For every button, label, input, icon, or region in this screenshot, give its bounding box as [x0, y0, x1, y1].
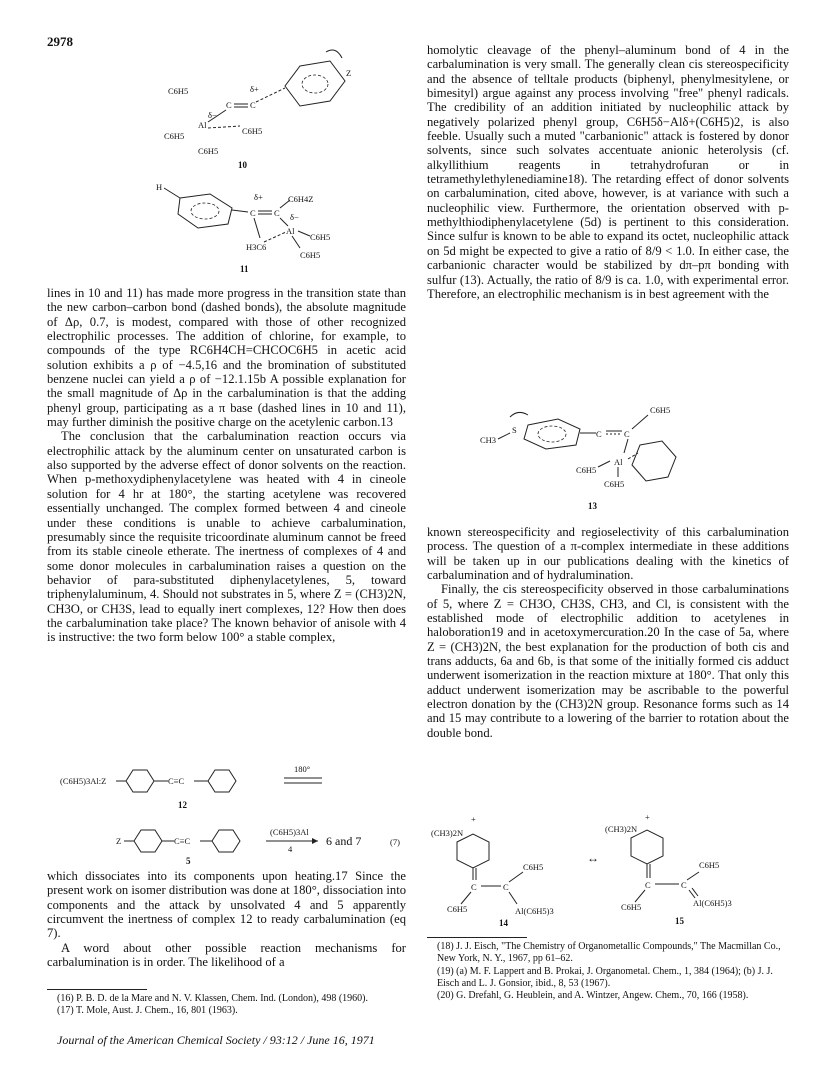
s15-label-plus: +	[645, 812, 650, 822]
s5-label-triple: C≡C	[174, 836, 191, 846]
s14-label-nme2: (CH3)2N	[431, 828, 464, 838]
s15-label-nme2: (CH3)2N	[605, 824, 638, 834]
s13-label-c6h5-bottom: C6H5	[604, 479, 625, 489]
s12-number: 12	[178, 800, 187, 810]
s5-label-products: 6 and 7	[326, 834, 362, 848]
s10-label-delta-plus: δ+	[250, 84, 259, 94]
s13-label-ch3: CH3	[480, 435, 497, 445]
s15-label-c6h5-a: C6H5	[699, 860, 720, 870]
s13-number: 13	[588, 501, 597, 511]
footnote-20: (20) G. Drefahl, G. Heublein, and A. Wintzer, Angew. Chem., 70, 166 (1958).	[437, 990, 749, 1002]
structure-11	[150, 176, 390, 276]
left-paragraph-2: The conclusion that the carbalumination reaction occurs via electrophilic attack by the aluminum center on unsaturated carbon is also supported by the adverse effect of donor solvents on the reaction. When p-methoxydiphenylacetylene was heated with 4 in cineole solution for 4 hr at 180°, the starting acetylene was recovered essentially unchanged. The complex formed between 4 and cineole under these conditions is unable to achieve carbalumination, presumably since the requisite tricoordinate aluminum cannot be freed from its stable cineole etherate. The inertness of complexes of 4 and some donor molecules in carbalumination raises a question on the behavior of para-substituted diphenylacetylenes, 5, toward triphenylaluminum, 4. Should not substrates in 5, where Z = (CH3)2N, CH3O, or CH3S, lead to equally inert complexes, 12? How then does the carbalumination take place? The known behavior of anisole with 4 is instructive: the two form below 100° a stable complex,	[47, 429, 406, 645]
s13-label-c6h5-left: C6H5	[576, 465, 597, 475]
footnote-19: (19) (a) M. F. Lappert and B. Prokai, J. Organometal. Chem., 1, 384 (1964); (b) J. J. Eisch and L. J. Gonsior, ibid., 8, 53 (1967).	[437, 965, 773, 989]
footnote-16: (16) P. B. D. de la Mare and N. V. Klassen, Chem. Ind. (London), 498 (1960).	[57, 993, 368, 1004]
left-paragraph-3: which dissociates into its components upon heating.17 Since the present work on isomer distribution was done at 180°, dissociation into components and the attack by unsolvated 4 and 5 apparently circumvent the inertness of complex 12 to ready carbalumination (eq 7).	[47, 869, 406, 941]
s15-label-al: Al(C6H5)3	[693, 898, 732, 908]
s11-label-delta-plus: δ+	[254, 192, 263, 202]
s11-label-h: H	[156, 182, 163, 192]
s14-label-al: Al(C6H5)3	[515, 906, 554, 916]
s12-label-180: 180°	[294, 764, 311, 774]
s5-label-eq7: (7)	[390, 837, 400, 847]
s10-label-c6h5-left: C6H5	[164, 131, 185, 141]
s15-label-c2: C	[681, 880, 687, 890]
left-column-top	[47, 286, 406, 645]
s10-label-al: Al	[198, 120, 207, 130]
s10-label-c6h5-bottom: C6H5	[198, 146, 219, 156]
s15-number: 15	[675, 916, 684, 926]
s14-label-plus: +	[471, 814, 476, 824]
right-paragraph-1: homolytic cleavage of the phenyl–aluminum bond of 4 in the carbalumination is very small. The generally clean cis stereospecificity and the absence of telltale products (biphenyl, phenylmesitylene, or bimesityl) argue against any process involving "free" phenyl radicals. The credibility of an addition initiated by nucleophilic attack by negatively polarized phenyl group, C6H5δ−Alδ+(C6H5)2, is also feeble. Usually such a muted "carbanionic" attack is fostered by donor solvents, since such solvates accentuate anionic heterolysis (cf. alkyllithium reagents in tetrahydrofuran or in tetramethylethylenediamine18). The retarding effect of donor solvents on carbalumination, cited above, however, is at variance with such a nucleophilic view. Furthermore, the orientation observed with p-methylthiodiphenylacetylene (5d) is pertinent to this consideration. Since sulfur is known to be able to expand its octet, nucleophilic attack on 5d might be expected to give a ratio of 8/9 < 1.0. In either case, the carbanionic character would be stabilized by dπ–pπ bonding with sulfur (13). Actually, the ratio of 8/9 is ca. 1.0, with experimental error. Therefore, an electrophilic mechanism is in best agreement with the	[427, 43, 789, 301]
s13-label-c2: C	[624, 429, 630, 439]
s13-label-s: S	[512, 425, 517, 435]
s11-label-c6h5-a: C6H5	[310, 232, 331, 242]
journal-footer: Journal of the American Chemical Society / 93:12 / June 16, 1971	[57, 1033, 375, 1047]
s10-number: 10	[238, 160, 247, 170]
s11-label-c2: C	[274, 208, 280, 218]
s5-label-4: 4	[288, 844, 293, 854]
s14-label-c6h5-b: C6H5	[447, 904, 468, 914]
s13-label-c6h5: C6H5	[650, 405, 671, 415]
s5-label-z: Z	[116, 836, 122, 846]
structures-14-15	[427, 812, 797, 927]
s10-label-c6h5-right: C6H5	[242, 126, 263, 136]
left-column-bottom	[47, 869, 406, 969]
structure-10	[150, 46, 380, 176]
s11-label-h3c6: H3C6	[246, 242, 267, 252]
s12-label-triple: C≡C	[168, 776, 185, 786]
left-paragraph-4: A word about other possible reaction mechanisms for carbalumination is in order. The likelihood of a	[47, 940, 406, 970]
right-column-top	[427, 43, 789, 301]
s5-number: 5	[186, 856, 191, 866]
s13-label-al: Al	[614, 457, 623, 467]
right-footnote-rule	[427, 937, 527, 938]
s10-label-delta-minus: δ−	[208, 110, 217, 120]
footnote-18: (18) J. J. Eisch, "The Chemistry of Organometallic Compounds," The Macmillan Co., New York, N. Y., 1967, pp 61–62.	[437, 941, 781, 965]
s11-number: 11	[240, 264, 249, 274]
s5-label-reagent: (C6H5)3Al	[270, 827, 309, 837]
s11-label-c1: C	[250, 208, 256, 218]
s14-number: 14	[499, 918, 508, 928]
s14-label-c1: C	[471, 882, 477, 892]
right-paragraph-3: Finally, the cis stereospecificity observed in those carbaluminations of 5, where Z = CH3O, CH3S, CH3, and Cl, is consistent with the established mode of electrophilic addition to acetylenes in haloboration19 and in acetoxymercuration.20 In the case of 5a, where Z = (CH3)2N, the best explanation for the production of both cis and trans adducts, 6a and 6b, is that some of the initially formed cis adduct underwent isomerization in the reaction mixture at 180°. That only this adduct underwent isomerization may be ascribable to the powerful electron donation by the (CH3)2N group. Resonance forms such as 14 and 15 may contribute to a lowering of the barrier to rotation about the double bond.	[427, 582, 789, 740]
s13-label-c1: C	[596, 429, 602, 439]
s10-label-z: Z	[346, 68, 352, 78]
page-number: 2978	[47, 34, 73, 49]
left-paragraph-1: lines in 10 and 11) has made more progress in the transition state than the new carbon–carbon bond (dashed bonds), the absolute magnitude of Δρ, 0.7, is modest, compared with those of other recognized electrophilic processes. The addition of chlorine, for example, to compounds of the type RC6H4CH=CHCOC6H5 in acetic acid solution exhibits a ρ of −4.5,16 and the bromination of substituted benzene nuclei can yield a ρ of −12.1.15b A possible explanation for the small magnitude of Δρ in the carbalumination is that the adding phenyl group, participating as a π base (dashed lines in 10 and 11), may further diminish the positive charge on the acetylenic carbon.13	[47, 286, 406, 430]
footnote-17: (17) T. Mole, Aust. J. Chem., 16, 801 (1963).	[57, 1005, 238, 1017]
s15-label-c1: C	[645, 880, 651, 890]
s14-label-c6h5-a: C6H5	[523, 862, 544, 872]
left-footnotes	[57, 993, 406, 1018]
right-footnotes	[437, 941, 789, 1002]
right-column-middle	[427, 525, 789, 740]
s14-label-c2: C	[503, 882, 509, 892]
left-footnote-rule	[47, 989, 147, 990]
s11-label-delta-minus: δ−	[290, 212, 299, 222]
structure-13	[480, 395, 730, 515]
s11-label-c6h5-b: C6H5	[300, 250, 321, 260]
right-paragraph-2: known stereospecificity and regioselectivity of this carbalumination process. The question of a π-complex intermediate in these additions will be taken up in our publications dealing with the kinetics of carbalumination and of hydralumination.	[427, 525, 789, 583]
equation-7-scheme	[60, 740, 410, 870]
s12-label-al-z: (C6H5)3Al:Z	[60, 776, 107, 786]
resonance-arrow: ↔	[587, 851, 599, 865]
s15-label-c6h5-b: C6H5	[621, 902, 642, 912]
s11-label-c6h4z: C6H4Z	[288, 194, 314, 204]
s10-label-c1: C	[226, 100, 232, 110]
s10-label-c6h5-top: C6H5	[168, 86, 189, 96]
s10-label-c2: C	[250, 100, 256, 110]
s11-label-al: Al	[286, 226, 295, 236]
